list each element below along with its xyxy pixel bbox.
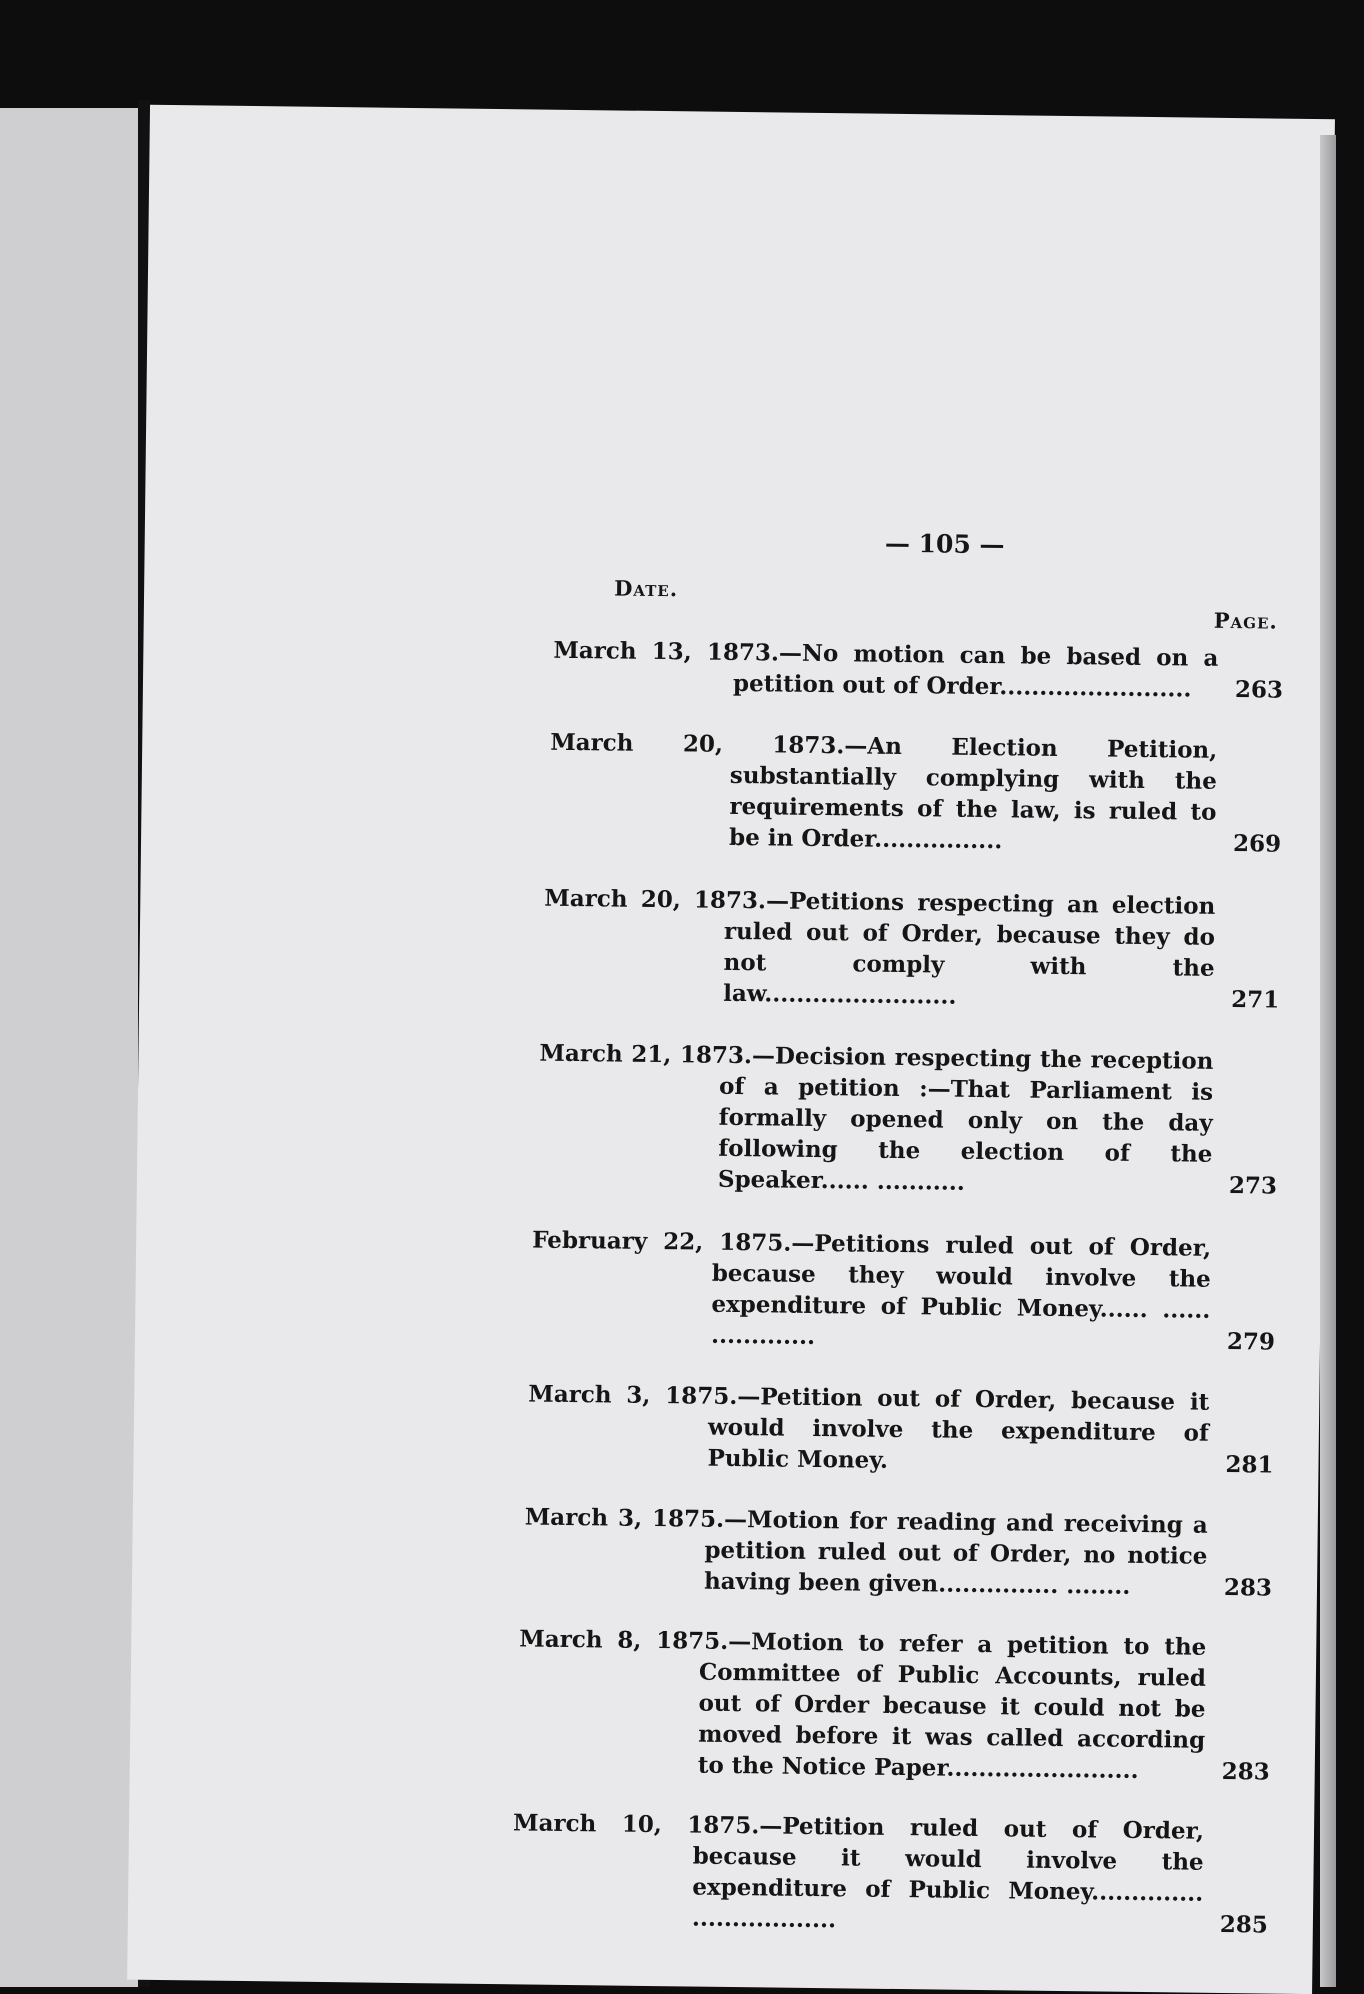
index-entries: [512, 635, 1284, 1941]
entry-text: —Motion for reading and receiving a petition ruled out of Order, no notice having been given............... ........: [703, 1505, 1208, 1600]
entry-date: March 10, 1875.: [512, 1809, 760, 1840]
entry-date: March 21, 1873.: [539, 1039, 753, 1070]
page-number: — 105 —: [884, 528, 1005, 560]
index-entry: [553, 635, 1284, 706]
date-column-header: Date.: [614, 575, 679, 602]
entry-text: —An Election Petition, substantially complying with the requirements of the law, is ruled to be in Order................: [728, 732, 1218, 855]
index-entry: [524, 1501, 1273, 1603]
entry-text: —No motion can be based on a petition out of Order........................: [732, 639, 1219, 703]
entry-date: March 8, 1875.: [519, 1625, 729, 1655]
entry-text: —Petition out of Order, because it would involve the expenditure of Public Money.: [707, 1383, 1210, 1474]
entry-date: March 13, 1873.: [553, 636, 780, 667]
entry-date: March 3, 1875.: [528, 1380, 738, 1411]
entry-page: 271: [1231, 986, 1280, 1014]
entry-page: 273: [1228, 1172, 1278, 1200]
entry-date: March 3, 1875.: [524, 1503, 725, 1533]
left-page-edge: [0, 108, 140, 1987]
entry-text: —Motion to refer a petition to the Committee of Public Accounts, ruled out of Order because it could not be moved before it was called according to the Notice Paper........................: [697, 1627, 1207, 1784]
entry-text: —Petition ruled out of Order, because it would involve the expenditure of Public Money.............. ..................: [691, 1812, 1205, 1934]
index-entry: [512, 1807, 1269, 1940]
entry-date: March 20, 1873.: [544, 884, 767, 915]
index-entry: [527, 1378, 1274, 1480]
entry-text: —Decision respecting the reception of a petition :—That Parliament is formally opened only on the day following the election of the Speaker...... ...........: [717, 1042, 1214, 1196]
entry-date: February 22, 1875.: [532, 1226, 792, 1257]
index-entry: [518, 1623, 1272, 1787]
entry-text: —Petitions respecting an election ruled out of Order, because they do not comply with the law........................: [723, 887, 1216, 1010]
index-entry: [531, 1225, 1276, 1358]
index-entry: [549, 727, 1282, 860]
page-content: [396, 398, 1296, 1939]
entry-date: March 20, 1873.: [550, 728, 845, 760]
entry-page: 283: [1221, 1757, 1270, 1786]
entry-text: —Petitions ruled out of Order, because they would involve the expenditure of Public Money...... ...... .............: [710, 1229, 1212, 1350]
book-page: [127, 105, 1335, 1994]
entry-page: 279: [1226, 1328, 1276, 1356]
page-column-header: Page.: [1213, 607, 1278, 634]
entry-page: 285: [1219, 1910, 1269, 1939]
entry-page: 269: [1232, 830, 1282, 858]
page-stack-edge: [1320, 135, 1336, 1987]
entry-page: 283: [1223, 1573, 1273, 1602]
entry-page: 263: [1234, 676, 1284, 704]
index-entry: [538, 1038, 1279, 1202]
entry-page: 281: [1225, 1451, 1274, 1479]
index-entry: [543, 883, 1280, 1016]
